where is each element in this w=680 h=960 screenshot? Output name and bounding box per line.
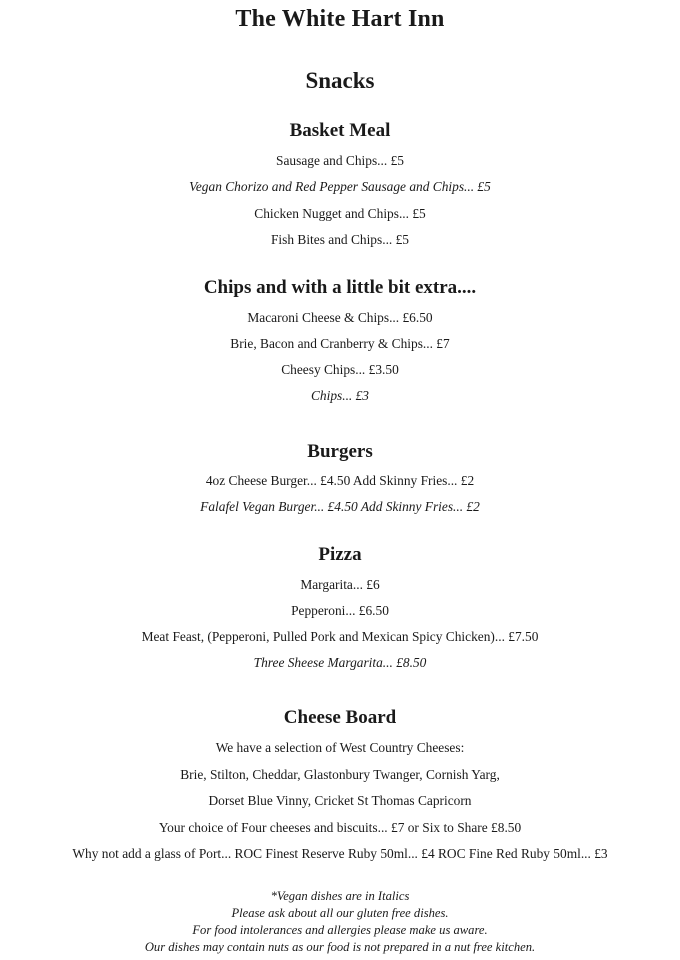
menu-heading: Snacks [305, 68, 375, 93]
menu-item-vegan: Vegan Chorizo and Red Pepper Sausage and Chips... £5 [189, 179, 491, 194]
menu-item: Fish Bites and Chips... £5 [270, 232, 409, 247]
nuts-note: Our dishes may contain nuts as our food is not prepared in a nut free kitchen. [144, 940, 536, 954]
menu-item: Margarita... £6 [300, 577, 380, 592]
menu-item: Brie, Bacon and Cranberry & Chips... £7 [230, 336, 450, 351]
vegan-note: *Vegan dishes are in Italics [270, 889, 410, 903]
menu-text: Brie, Stilton, Cheddar, Glastonbury Twanger, Cornish Yarg, [180, 767, 500, 782]
menu-item: Meat Feast, (Pepperoni, Pulled Pork and Mexican Spicy Chicken)... £7.50 [141, 629, 539, 644]
menu-text: Dorset Blue Vinny, Cricket St Thomas Capricorn [208, 793, 472, 808]
menu-item: Pepperoni... £6.50 [291, 603, 389, 618]
section-title-burgers: Burgers [307, 441, 373, 462]
section-title-basket-meal: Basket Meal [289, 120, 391, 141]
menu-item: Cheesy Chips... £3.50 [281, 362, 399, 377]
section-title-cheese-board: Cheese Board [283, 707, 397, 728]
menu-item: Why not add a glass of Port... ROC Finest Reserve Ruby 50ml... £4 ROC Fine Red Ruby 50ml... £3 [72, 846, 608, 861]
menu-item: Chicken Nugget and Chips... £5 [254, 206, 426, 221]
menu-item-vegan: Three Sheese Margarita... £8.50 [253, 655, 427, 670]
menu-item: Your choice of Four cheeses and biscuits... £7 or Six to Share £8.50 [158, 820, 522, 835]
section-title-chips-extra: Chips and with a little bit extra.... [203, 277, 477, 298]
allergy-note: For food intolerances and allergies please make us aware. [192, 923, 488, 937]
menu-text: We have a selection of West Country Cheeses: [215, 740, 465, 755]
menu-item-vegan: Chips... £3 [310, 388, 370, 403]
section-title-pizza: Pizza [318, 544, 362, 565]
page-title: The White Hart Inn [235, 6, 445, 32]
menu-item: Macaroni Cheese & Chips... £6.50 [247, 310, 433, 325]
gluten-note: Please ask about all our gluten free dishes. [231, 906, 449, 920]
menu-item: Sausage and Chips... £5 [276, 153, 404, 168]
menu-item-vegan: Falafel Vegan Burger... £4.50 Add Skinny Fries... £2 [200, 499, 480, 514]
menu-item: 4oz Cheese Burger... £4.50 Add Skinny Fries... £2 [205, 473, 475, 488]
